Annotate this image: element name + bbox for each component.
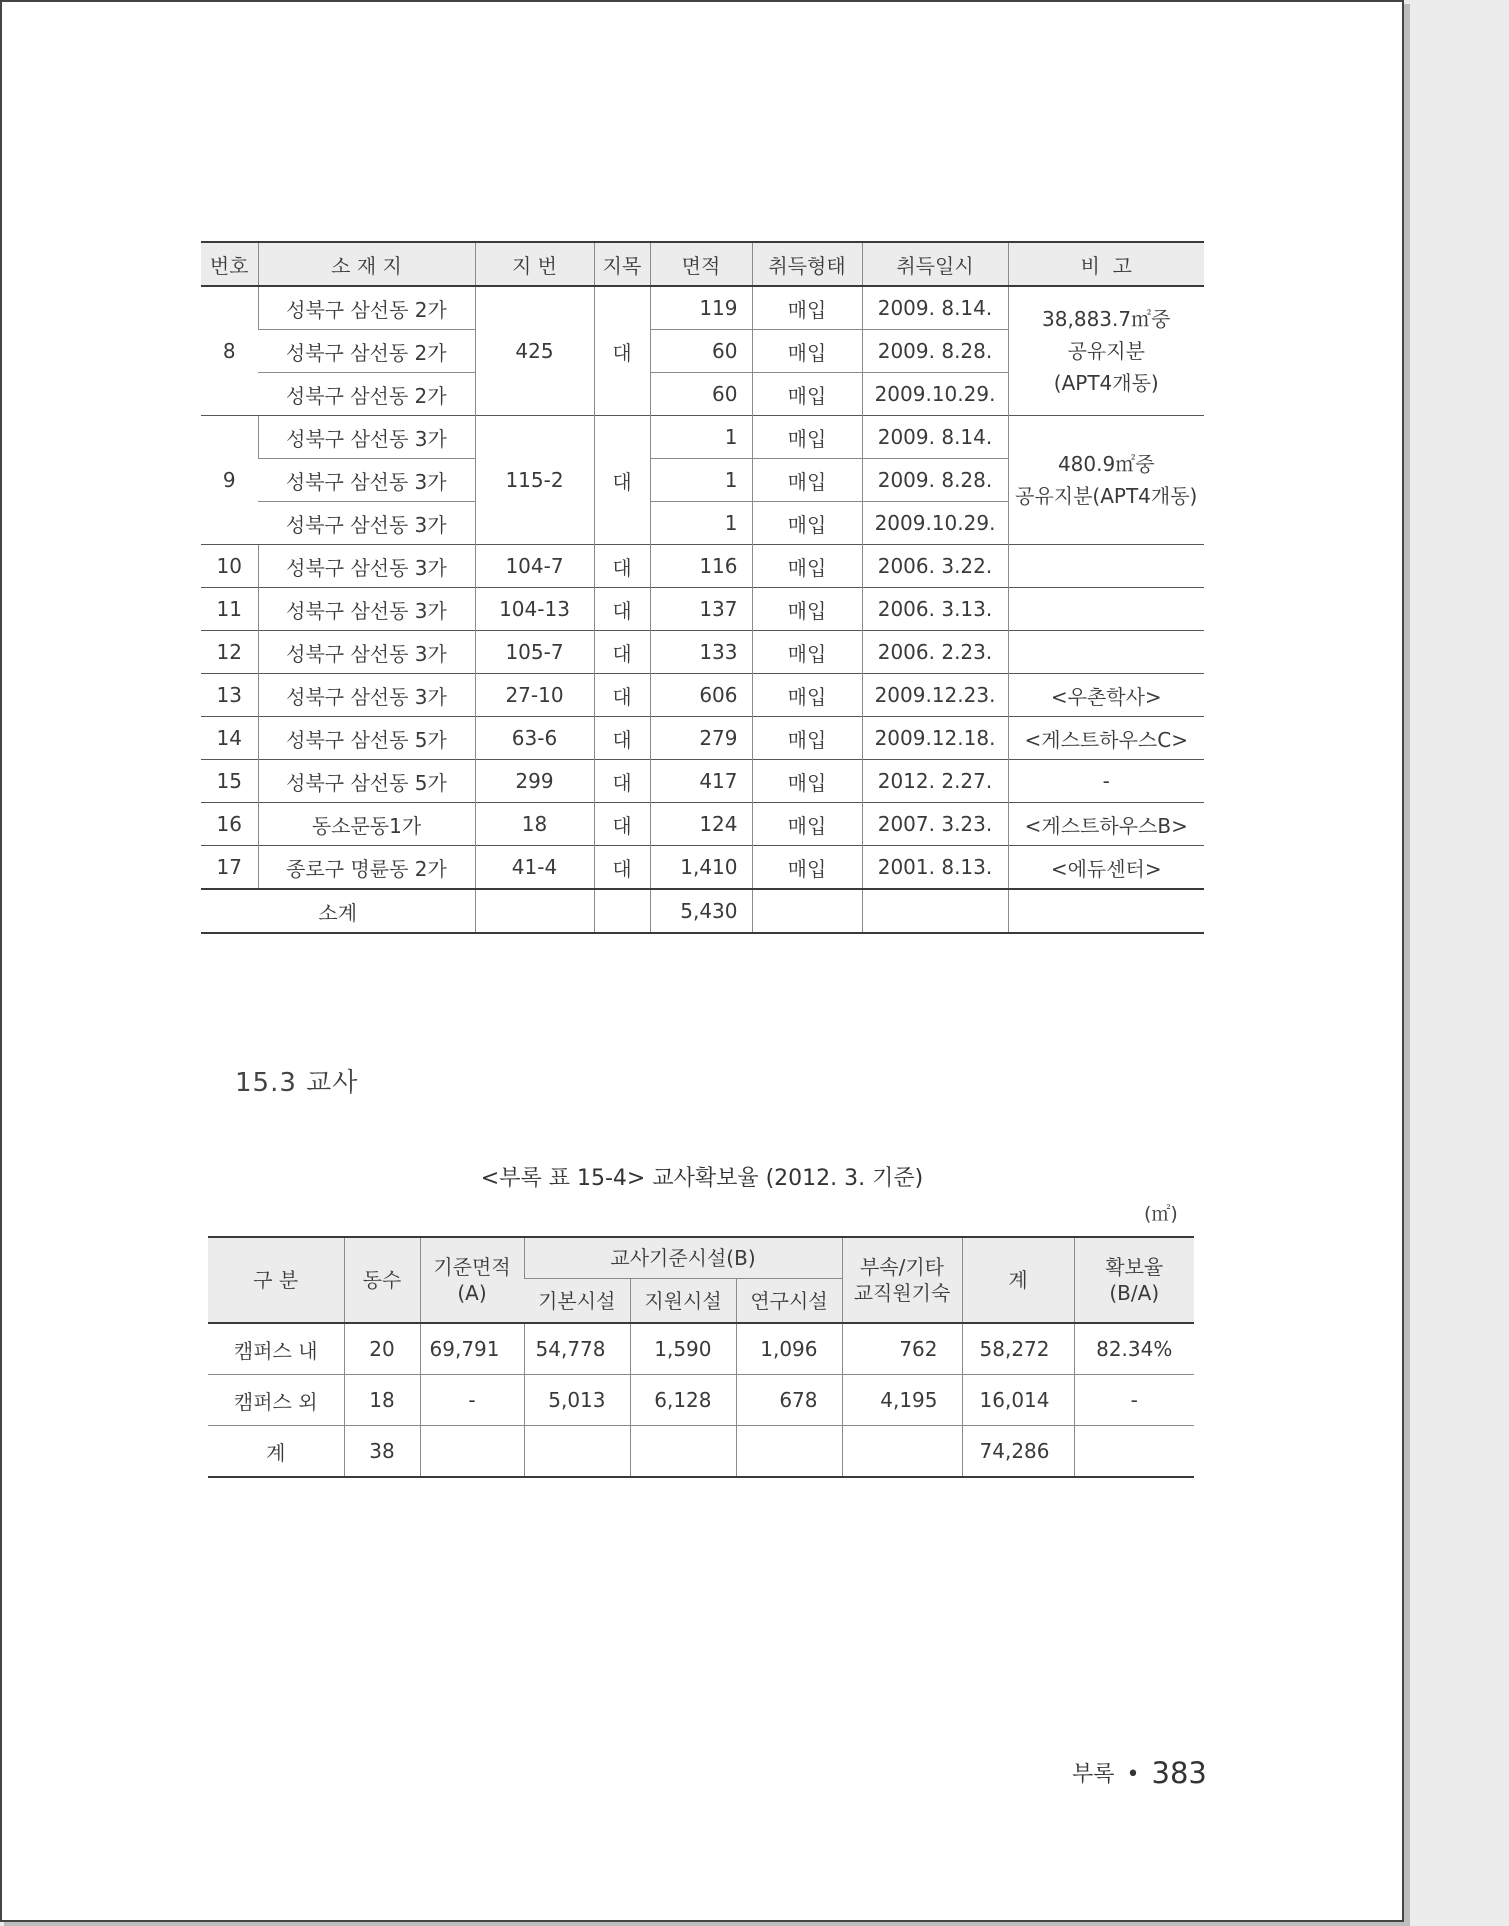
table-header-row <box>201 242 1204 286</box>
area-cell: 119 <box>650 286 752 330</box>
table-row <box>201 286 1204 330</box>
area-cell: 60 <box>650 330 752 373</box>
date-cell: 2009.12.18. <box>862 717 1008 760</box>
location-cell: 성북구 삼선동 3가 <box>258 631 475 674</box>
type-cell: 매입 <box>752 588 862 631</box>
table-row <box>201 760 1204 803</box>
category-cell: 대 <box>594 545 650 588</box>
empty-cell <box>594 889 650 933</box>
column-group-header: 교사기준시설(B) <box>524 1237 842 1279</box>
category-cell: 대 <box>594 286 650 416</box>
date-cell: 2009. 8.28. <box>862 459 1008 502</box>
row-number: 16 <box>201 803 258 846</box>
area-cell: 417 <box>650 760 752 803</box>
subtotal-row <box>201 889 1204 933</box>
column-header: 지 번 <box>475 242 594 286</box>
lot-cell: 27-10 <box>475 674 594 717</box>
rate-cell: - <box>1074 1375 1194 1426</box>
table-caption <box>0 1161 1404 1192</box>
column-header <box>420 1237 524 1323</box>
lot-cell: 105-7 <box>475 631 594 674</box>
column-header: 구 분 <box>208 1237 344 1323</box>
base-area-cell: 69,791 <box>420 1323 524 1375</box>
footer-label: 부록 <box>1072 1762 1115 1787</box>
division-cell: 캠퍼스 외 <box>208 1375 344 1426</box>
research-cell: 1,096 <box>736 1323 842 1375</box>
area-cell: 279 <box>650 717 752 760</box>
type-cell: 매입 <box>752 803 862 846</box>
table-row <box>208 1323 1194 1375</box>
location-cell: 성북구 삼선동 3가 <box>258 459 475 502</box>
location-cell: 동소문동1가 <box>258 803 475 846</box>
category-cell: 대 <box>594 717 650 760</box>
location-cell: 성북구 삼선동 5가 <box>258 760 475 803</box>
base-area-cell <box>420 1426 524 1478</box>
location-cell: 성북구 삼선동 3가 <box>258 416 475 459</box>
type-cell: 매입 <box>752 373 862 416</box>
location-cell: 성북구 삼선동 2가 <box>258 373 475 416</box>
category-cell: 대 <box>594 846 650 890</box>
table-row <box>201 416 1204 459</box>
category-cell: 대 <box>594 416 650 545</box>
column-header: 지목 <box>594 242 650 286</box>
date-cell: 2006. 2.23. <box>862 631 1008 674</box>
lot-cell: 115-2 <box>475 416 594 545</box>
empty-cell <box>752 889 862 933</box>
type-cell: 매입 <box>752 760 862 803</box>
type-cell: 매입 <box>752 545 862 588</box>
page-number: 383 <box>1151 1756 1207 1790</box>
table-header-row <box>208 1237 1194 1279</box>
area-cell: 60 <box>650 373 752 416</box>
lot-cell: 425 <box>475 286 594 416</box>
header-line: 기준면적 <box>433 1255 511 1279</box>
column-header: 동수 <box>344 1237 420 1323</box>
column-header: 면적 <box>650 242 752 286</box>
table-row <box>201 545 1204 588</box>
table-row <box>201 803 1204 846</box>
bullet-icon: • <box>1126 1762 1140 1787</box>
row-number: 10 <box>201 545 258 588</box>
lot-cell: 104-7 <box>475 545 594 588</box>
count-cell: 18 <box>344 1375 420 1426</box>
row-number: 12 <box>201 631 258 674</box>
header-line: (B/A) <box>1109 1281 1160 1305</box>
location-cell: 성북구 삼선동 3가 <box>258 674 475 717</box>
column-header: 취득형태 <box>752 242 862 286</box>
empty-cell <box>1008 889 1204 933</box>
date-cell: 2009. 8.14. <box>862 416 1008 459</box>
category-cell: 대 <box>594 588 650 631</box>
support-cell: 6,128 <box>630 1375 736 1426</box>
other-cell: 762 <box>842 1323 962 1375</box>
lot-cell: 41-4 <box>475 846 594 890</box>
location-cell: 종로구 명륜동 2가 <box>258 846 475 890</box>
date-cell: 2001. 8.13. <box>862 846 1008 890</box>
page-shadow <box>4 1922 1410 1926</box>
area-cell: 137 <box>650 588 752 631</box>
table-row <box>201 674 1204 717</box>
column-header: 번호 <box>201 242 258 286</box>
area-cell: 116 <box>650 545 752 588</box>
table-row <box>208 1426 1194 1478</box>
note-line: 38,883.7㎡중 <box>1042 307 1171 331</box>
note-cell <box>1008 545 1204 588</box>
support-cell: 1,590 <box>630 1323 736 1375</box>
table-row <box>201 588 1204 631</box>
area-cell: 606 <box>650 674 752 717</box>
area-cell: 1 <box>650 416 752 459</box>
count-cell: 20 <box>344 1323 420 1375</box>
type-cell: 매입 <box>752 717 862 760</box>
support-cell <box>630 1426 736 1478</box>
page-shadow <box>1404 4 1410 1926</box>
subtotal-area: 5,430 <box>650 889 752 933</box>
type-cell: 매입 <box>752 416 862 459</box>
category-cell: 대 <box>594 631 650 674</box>
category-cell: 대 <box>594 760 650 803</box>
division-cell: 캠퍼스 내 <box>208 1323 344 1375</box>
subtotal-label: 소계 <box>201 889 475 933</box>
rate-cell: 82.34% <box>1074 1323 1194 1375</box>
note-cell: <게스트하우스C> <box>1008 717 1204 760</box>
note-line: 공유지분(APT4개동) <box>1015 484 1198 508</box>
date-cell: 2006. 3.22. <box>862 545 1008 588</box>
base-area-cell: - <box>420 1375 524 1426</box>
column-header: 계 <box>962 1237 1074 1323</box>
date-cell: 2006. 3.13. <box>862 588 1008 631</box>
total-cell: 58,272 <box>962 1323 1074 1375</box>
section-heading: 15.3 교사 <box>235 1068 359 1098</box>
area-cell: 133 <box>650 631 752 674</box>
column-header: 기본시설 <box>524 1279 630 1324</box>
lot-cell: 18 <box>475 803 594 846</box>
research-cell <box>736 1426 842 1478</box>
row-number: 17 <box>201 846 258 890</box>
note-cell: <게스트하우스B> <box>1008 803 1204 846</box>
type-cell: 매입 <box>752 330 862 373</box>
lot-cell: 299 <box>475 760 594 803</box>
date-cell: 2012. 2.27. <box>862 760 1008 803</box>
header-line: 교직원기숙 <box>853 1281 951 1305</box>
building-ratio-table <box>208 1236 1194 1478</box>
category-cell: 대 <box>594 674 650 717</box>
location-cell: 성북구 삼선동 3가 <box>258 502 475 545</box>
column-header: 비 고 <box>1008 242 1204 286</box>
column-header: 소 재 지 <box>258 242 475 286</box>
empty-cell <box>862 889 1008 933</box>
column-header: 연구시설 <box>736 1279 842 1324</box>
date-cell: 2009.12.23. <box>862 674 1008 717</box>
area-cell: 1 <box>650 502 752 545</box>
table-row <box>208 1375 1194 1426</box>
area-cell: 1 <box>650 459 752 502</box>
category-cell: 대 <box>594 803 650 846</box>
empty-cell <box>475 889 594 933</box>
type-cell: 매입 <box>752 846 862 890</box>
land-acquisition-table <box>201 241 1204 934</box>
table-row <box>201 717 1204 760</box>
type-cell: 매입 <box>752 459 862 502</box>
column-header: 취득일시 <box>862 242 1008 286</box>
research-cell: 678 <box>736 1375 842 1426</box>
location-cell: 성북구 삼선동 3가 <box>258 588 475 631</box>
location-cell: 성북구 삼선동 3가 <box>258 545 475 588</box>
note-cell <box>1008 588 1204 631</box>
note-line: (APT4개동) <box>1053 371 1159 395</box>
rate-cell <box>1074 1426 1194 1478</box>
location-cell: 성북구 삼선동 2가 <box>258 330 475 373</box>
note-line: 공유지분 <box>1067 339 1145 363</box>
basic-cell <box>524 1426 630 1478</box>
type-cell: 매입 <box>752 286 862 330</box>
header-line: 확보율 <box>1105 1255 1164 1279</box>
basic-cell: 54,778 <box>524 1323 630 1375</box>
note-cell <box>1008 416 1204 545</box>
area-cell: 1,410 <box>650 846 752 890</box>
location-cell: 성북구 삼선동 2가 <box>258 286 475 330</box>
row-number: 14 <box>201 717 258 760</box>
note-cell: <에듀센터> <box>1008 846 1204 890</box>
note-cell: <우촌학사> <box>1008 674 1204 717</box>
table-row <box>201 631 1204 674</box>
date-cell: 2007. 3.23. <box>862 803 1008 846</box>
column-header: 지원시설 <box>630 1279 736 1324</box>
basic-cell: 5,013 <box>524 1375 630 1426</box>
date-cell: 2009.10.29. <box>862 502 1008 545</box>
column-header <box>1074 1237 1194 1323</box>
table-row <box>201 846 1204 890</box>
type-cell: 매입 <box>752 502 862 545</box>
row-number: 8 <box>201 286 258 416</box>
header-line: 부속/기타 <box>859 1255 945 1279</box>
column-header <box>842 1237 962 1323</box>
note-cell <box>1008 286 1204 416</box>
row-number: 11 <box>201 588 258 631</box>
row-number: 15 <box>201 760 258 803</box>
row-number: 13 <box>201 674 258 717</box>
lot-cell: 63-6 <box>475 717 594 760</box>
unit-label: (㎡) <box>1144 1203 1178 1225</box>
count-cell: 38 <box>344 1426 420 1478</box>
row-number: 9 <box>201 416 258 545</box>
caption-text: <부록 표 15-4> 교사확보율 (2012. 3. 기준) <box>480 1166 924 1191</box>
location-cell: 성북구 삼선동 5가 <box>258 717 475 760</box>
division-cell: 계 <box>208 1426 344 1478</box>
note-line: 480.9㎡중 <box>1057 452 1155 476</box>
page-footer <box>1072 1756 1207 1790</box>
total-cell: 16,014 <box>962 1375 1074 1426</box>
lot-cell: 104-13 <box>475 588 594 631</box>
other-cell <box>842 1426 962 1478</box>
type-cell: 매입 <box>752 674 862 717</box>
header-line: (A) <box>457 1281 487 1305</box>
area-cell: 124 <box>650 803 752 846</box>
note-cell <box>1008 631 1204 674</box>
total-cell: 74,286 <box>962 1426 1074 1478</box>
date-cell: 2009. 8.28. <box>862 330 1008 373</box>
note-cell: - <box>1008 760 1204 803</box>
type-cell: 매입 <box>752 631 862 674</box>
date-cell: 2009. 8.14. <box>862 286 1008 330</box>
other-cell: 4,195 <box>842 1375 962 1426</box>
date-cell: 2009.10.29. <box>862 373 1008 416</box>
